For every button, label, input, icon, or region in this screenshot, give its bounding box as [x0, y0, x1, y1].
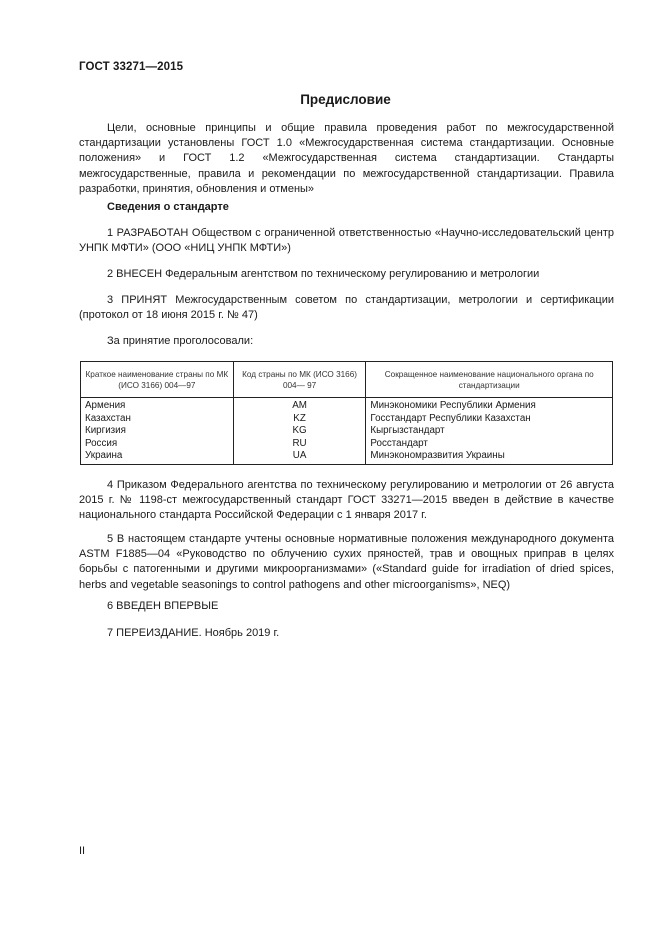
table-cell-code: UA	[233, 450, 366, 464]
table-cell-body: Минэкономики Республики Армения	[366, 398, 613, 413]
section-heading: Сведения о стандарте	[107, 201, 229, 213]
table-cell-code: AM	[233, 398, 366, 413]
table-cell-country: Киргизия	[81, 425, 234, 438]
standard-id-header: ГОСТ 33271—2015	[79, 61, 184, 73]
table-cell-code: RU	[233, 438, 366, 451]
table-row	[81, 425, 613, 438]
table-cell-body: Кыргызстандарт	[366, 425, 613, 438]
table-row	[81, 398, 613, 413]
table-header-country: Краткое наименование страны по МК (ИСО 3166) 004—97	[81, 362, 234, 398]
voting-table	[80, 361, 613, 465]
table-header-body: Сокращенное наименование национального органа по стандартизации	[366, 362, 613, 398]
item-1-developed: 1 РАЗРАБОТАН Обществом с ограниченной ответственностью «Научно-исследовательский центр УНПК МФТИ» (ООО «НИЦ УНПК МФТИ»)	[79, 227, 614, 255]
voted-label: За принятие проголосовали:	[107, 335, 254, 347]
item-7-reissue: 7 ПЕРЕИЗДАНИЕ. Ноябрь 2019 г.	[107, 627, 280, 639]
intro-paragraph: Цели, основные принципы и общие правила проведения работ по межгосударственной стандартизации установлены ГОСТ 1.0 «Межгосударственная система стандартизации. Основные положения» и ГОСТ 1.2 «Межгосударственная система стандартизации. Стандарты межгосударственные, правила и рекомендации по межгосударственной стандартизации. Правила разработки, принятия, обновления и отмены»	[79, 122, 614, 195]
table-cell-body: Минэкономразвития Украины	[366, 450, 613, 464]
item-2-introduced: 2 ВНЕСЕН Федеральным агентством по техническому регулированию и метрологии	[107, 268, 540, 280]
table-row	[81, 413, 613, 426]
table-row	[81, 438, 613, 451]
page-number: II	[79, 845, 86, 857]
table-cell-body: Госстандарт Республики Казахстан	[366, 413, 613, 426]
table-cell-country: Россия	[81, 438, 234, 451]
table-cell-country: Армения	[81, 398, 234, 413]
page-title: Предисловие	[300, 92, 391, 107]
item-4-order: 4 Приказом Федерального агентства по техническому регулированию и метрологии от 26 августа 2015 г. № 1198-ст межгосударственный стандарт ГОСТ 33271—2015 введен в действие в качестве национального стандарта Российской Федерации с 1 января 2017 г.	[79, 479, 614, 522]
table-row	[81, 450, 613, 464]
table-cell-code: KZ	[233, 413, 366, 426]
table-header-code: Код страны по МК (ИСО 3166) 004— 97	[233, 362, 366, 398]
table-cell-country: Казахстан	[81, 413, 234, 426]
item-3-adopted: 3 ПРИНЯТ Межгосударственным советом по стандартизации, метрологии и сертификации (протокол от 18 июня 2015 г. № 47)	[79, 294, 614, 322]
item-5-astm: 5 В настоящем стандарте учтены основные нормативные положения международного документа ASTM F1885—04 «Руководство по облучению сухих пряностей, трав и овощных приправ в целях борьбы с патогенными и другими микроорганизмами» («Standard guide for irradiation of dried spices, herbs and vegetable seasonings to control pathogens and other microorganisms», NEQ)	[79, 533, 614, 591]
table-cell-body: Росстандарт	[366, 438, 613, 451]
item-6-first-introduced: 6 ВВЕДЕН ВПЕРВЫЕ	[107, 600, 219, 612]
table-cell-country: Украина	[81, 450, 234, 464]
table-cell-code: KG	[233, 425, 366, 438]
